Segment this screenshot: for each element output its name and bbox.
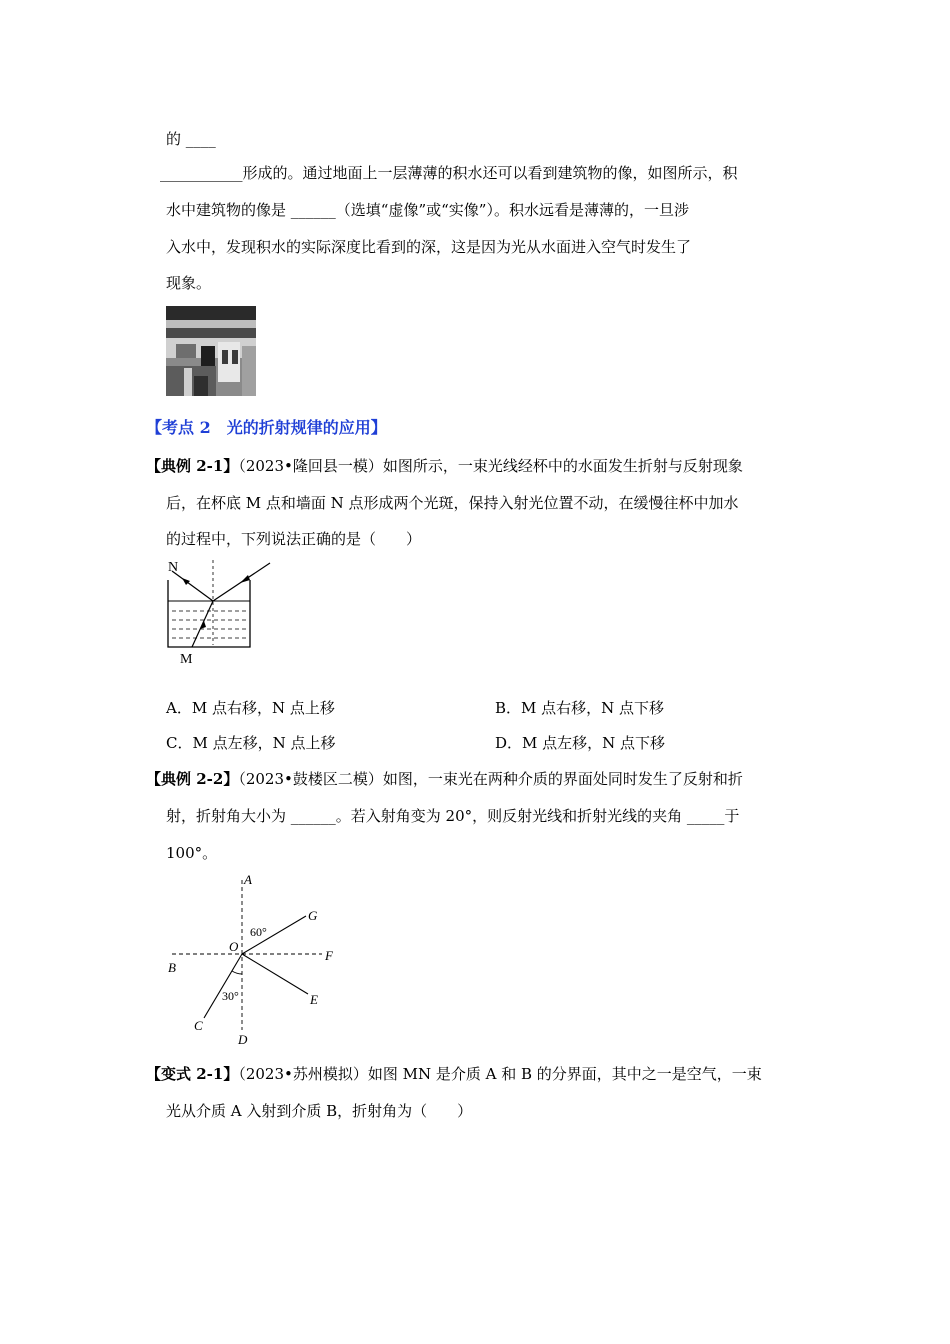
puddle-reflection-photo (166, 306, 256, 396)
variant-2-1-line (146, 1064, 762, 1084)
label-e: E (310, 992, 318, 1007)
label-m: M (180, 652, 193, 667)
label-n: N (168, 560, 179, 575)
label-c: C (194, 1018, 203, 1033)
text-line: 100°。 (166, 844, 218, 862)
text-line: ___________形成的。通过地面上一层薄薄的积水还可以看到建筑物的像，如图所示，积 (160, 164, 738, 182)
example-tag: 【典例 2-2】 (146, 770, 239, 788)
label-f: F (325, 948, 333, 963)
example-text: （2023•隆回县一模）如图所示，一束光线经杯中的水面发生折射与反射现象 (238, 457, 743, 475)
text-line: 现象。 (166, 274, 212, 292)
text-line: 后，在杯底 M 点和墙面 N 点形成两个光斑，保持入射光位置不动，在缓慢往杯中加水 (166, 494, 739, 512)
variant-tag: 【变式 2-1】 (146, 1065, 239, 1083)
label-g: G (308, 908, 318, 923)
label-d: D (238, 1032, 248, 1047)
label-o: O (229, 939, 239, 954)
text-line: 射，折射角大小为 ______。若入射角变为 20°，则反射光线和折射光线的夹角 _____于 (166, 807, 740, 825)
option-d: D．M 点左移，N 点下移 (495, 734, 666, 752)
variant-text: （2023•苏州模拟）如图 MN 是介质 A 和 B 的分界面，其中之一是空气，一束 (238, 1065, 762, 1083)
text-line: 光从介质 A 入射到介质 B，折射角为（ ） (166, 1102, 473, 1120)
text-line: 的 ____ (166, 130, 216, 148)
section-heading: 【考点 2 光的折射规律的应用】 (146, 418, 387, 437)
example-2-1-line (146, 456, 743, 476)
cup-refraction-figure (158, 555, 288, 670)
reflection-refraction-figure (160, 872, 350, 1047)
option-b: B．M 点右移，N 点下移 (495, 699, 665, 717)
angle-30-label: 30° (222, 989, 239, 1003)
label-a: A (244, 872, 252, 887)
option-a: A．M 点右移，N 点上移 (166, 699, 335, 717)
angle-60-label: 60° (250, 925, 267, 939)
label-b: B (168, 960, 176, 975)
text-line: 的过程中，下列说法正确的是（ ） (166, 530, 422, 548)
example-tag: 【典例 2-1】 (146, 457, 239, 475)
option-c: C．M 点左移，N 点上移 (166, 734, 336, 752)
text-line: 水中建筑物的像是 ______（选填“虚像”或“实像”）。积水远看是薄薄的，一旦涉 (166, 201, 689, 219)
example-text: （2023•鼓楼区二模）如图，一束光在两种介质的界面处同时发生了反射和折 (238, 770, 743, 788)
text-line: 入水中，发现积水的实际深度比看到的深，这是因为光从水面进入空气时发生了 (166, 238, 692, 256)
example-2-2-line (146, 769, 743, 789)
